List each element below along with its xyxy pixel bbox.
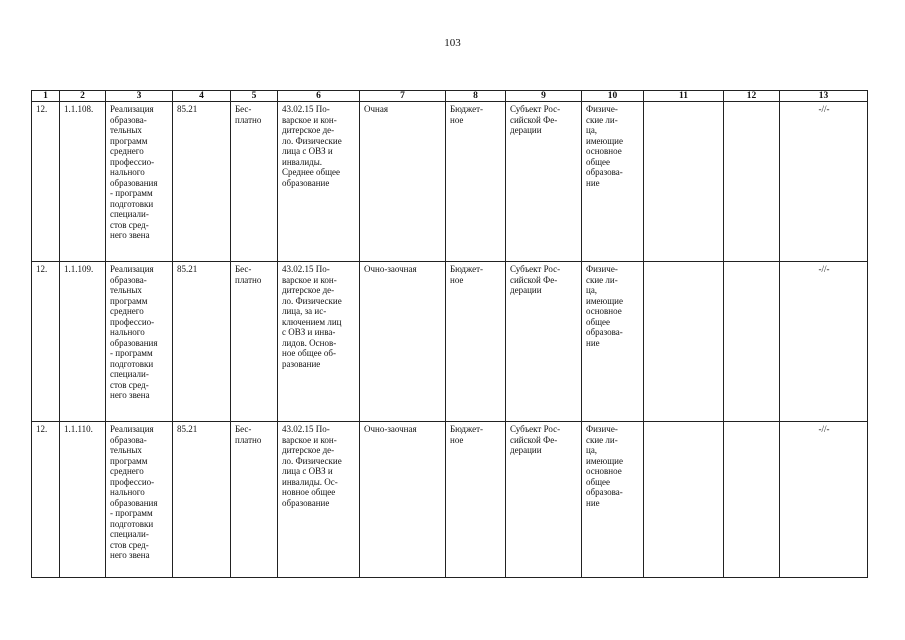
column-header-10: 10: [582, 91, 644, 102]
row-column-11: [644, 102, 724, 262]
row-study-form: Очная: [360, 102, 446, 262]
table-row: [32, 102, 868, 262]
column-header-2: 2: [60, 91, 106, 102]
row-institution-type: Бюджет- ное: [446, 102, 506, 262]
row-section-number: 12.: [32, 262, 60, 422]
column-header-8: 8: [446, 91, 506, 102]
row-registry-number: 1.1.109.: [60, 262, 106, 422]
row-okved-code: 85.21: [173, 422, 231, 578]
row-column-13: -//-: [780, 422, 868, 578]
table-row: [32, 262, 868, 422]
page-number: 103: [444, 37, 461, 49]
column-header-5: 5: [231, 91, 278, 102]
row-column-13: -//-: [780, 102, 868, 262]
row-okved-code: 85.21: [173, 102, 231, 262]
row-study-form: Очно-заочная: [360, 422, 446, 578]
row-program-content: 43.02.15 По- варское и кон- дитерское де- ло. Физические лица с ОВЗ и инвалиды. Ос- новное общее образование: [278, 422, 360, 578]
row-program-content: 43.02.15 По- варское и кон- дитерское де- ло. Физические лица, за ис- ключением лиц с ОВЗ и инва- лидов. Основ- ное общее об- разование: [278, 262, 360, 422]
row-consumer-category: Физиче- ские ли- ца, имеющие основное общее образова- ние: [582, 102, 644, 262]
column-header-3: 3: [106, 91, 173, 102]
row-column-11: [644, 262, 724, 422]
row-study-form: Очно-заочная: [360, 262, 446, 422]
column-header-11: 11: [644, 91, 724, 102]
row-registry-number: 1.1.108.: [60, 102, 106, 262]
row-consumer-category: Физиче- ские ли- ца, имеющие основное общее образова- ние: [582, 422, 644, 578]
column-header-13: 13: [780, 91, 868, 102]
row-service-name: Реализация образова- тельных программ среднего профессио- нального образования - программ подготовки специали- стов сред- него звена: [106, 102, 173, 262]
column-header-1: 1: [32, 91, 60, 102]
services-table: [31, 90, 868, 578]
row-section-number: 12.: [32, 102, 60, 262]
row-founder: Субъект Рос- сийской Фе- дерации: [506, 262, 582, 422]
row-payment-type: Бес- платно: [231, 262, 278, 422]
column-header-7: 7: [360, 91, 446, 102]
row-column-12: [724, 102, 780, 262]
header-row: [32, 91, 868, 102]
row-institution-type: Бюджет- ное: [446, 422, 506, 578]
row-founder: Субъект Рос- сийской Фе- дерации: [506, 422, 582, 578]
row-payment-type: Бес- платно: [231, 102, 278, 262]
row-payment-type: Бес- платно: [231, 422, 278, 578]
row-column-12: [724, 262, 780, 422]
row-okved-code: 85.21: [173, 262, 231, 422]
row-institution-type: Бюджет- ное: [446, 262, 506, 422]
column-header-9: 9: [506, 91, 582, 102]
column-header-12: 12: [724, 91, 780, 102]
column-header-6: 6: [278, 91, 360, 102]
table-row: [32, 422, 868, 578]
row-column-12: [724, 422, 780, 578]
row-program-content: 43.02.15 По- варское и кон- дитерское де- ло. Физические лица с ОВЗ и инвалиды. Среднее общее образование: [278, 102, 360, 262]
row-service-name: Реализация образова- тельных программ среднего профессио- нального образования - программ подготовки специали- стов сред- него звена: [106, 422, 173, 578]
row-column-11: [644, 422, 724, 578]
row-consumer-category: Физиче- ские ли- ца, имеющие основное общее образова- ние: [582, 262, 644, 422]
row-section-number: 12.: [32, 422, 60, 578]
column-header-4: 4: [173, 91, 231, 102]
row-column-13: -//-: [780, 262, 868, 422]
row-registry-number: 1.1.110.: [60, 422, 106, 578]
row-service-name: Реализация образова- тельных программ среднего профессио- нального образования - программ подготовки специали- стов сред- него звена: [106, 262, 173, 422]
row-founder: Субъект Рос- сийской Фе- дерации: [506, 102, 582, 262]
